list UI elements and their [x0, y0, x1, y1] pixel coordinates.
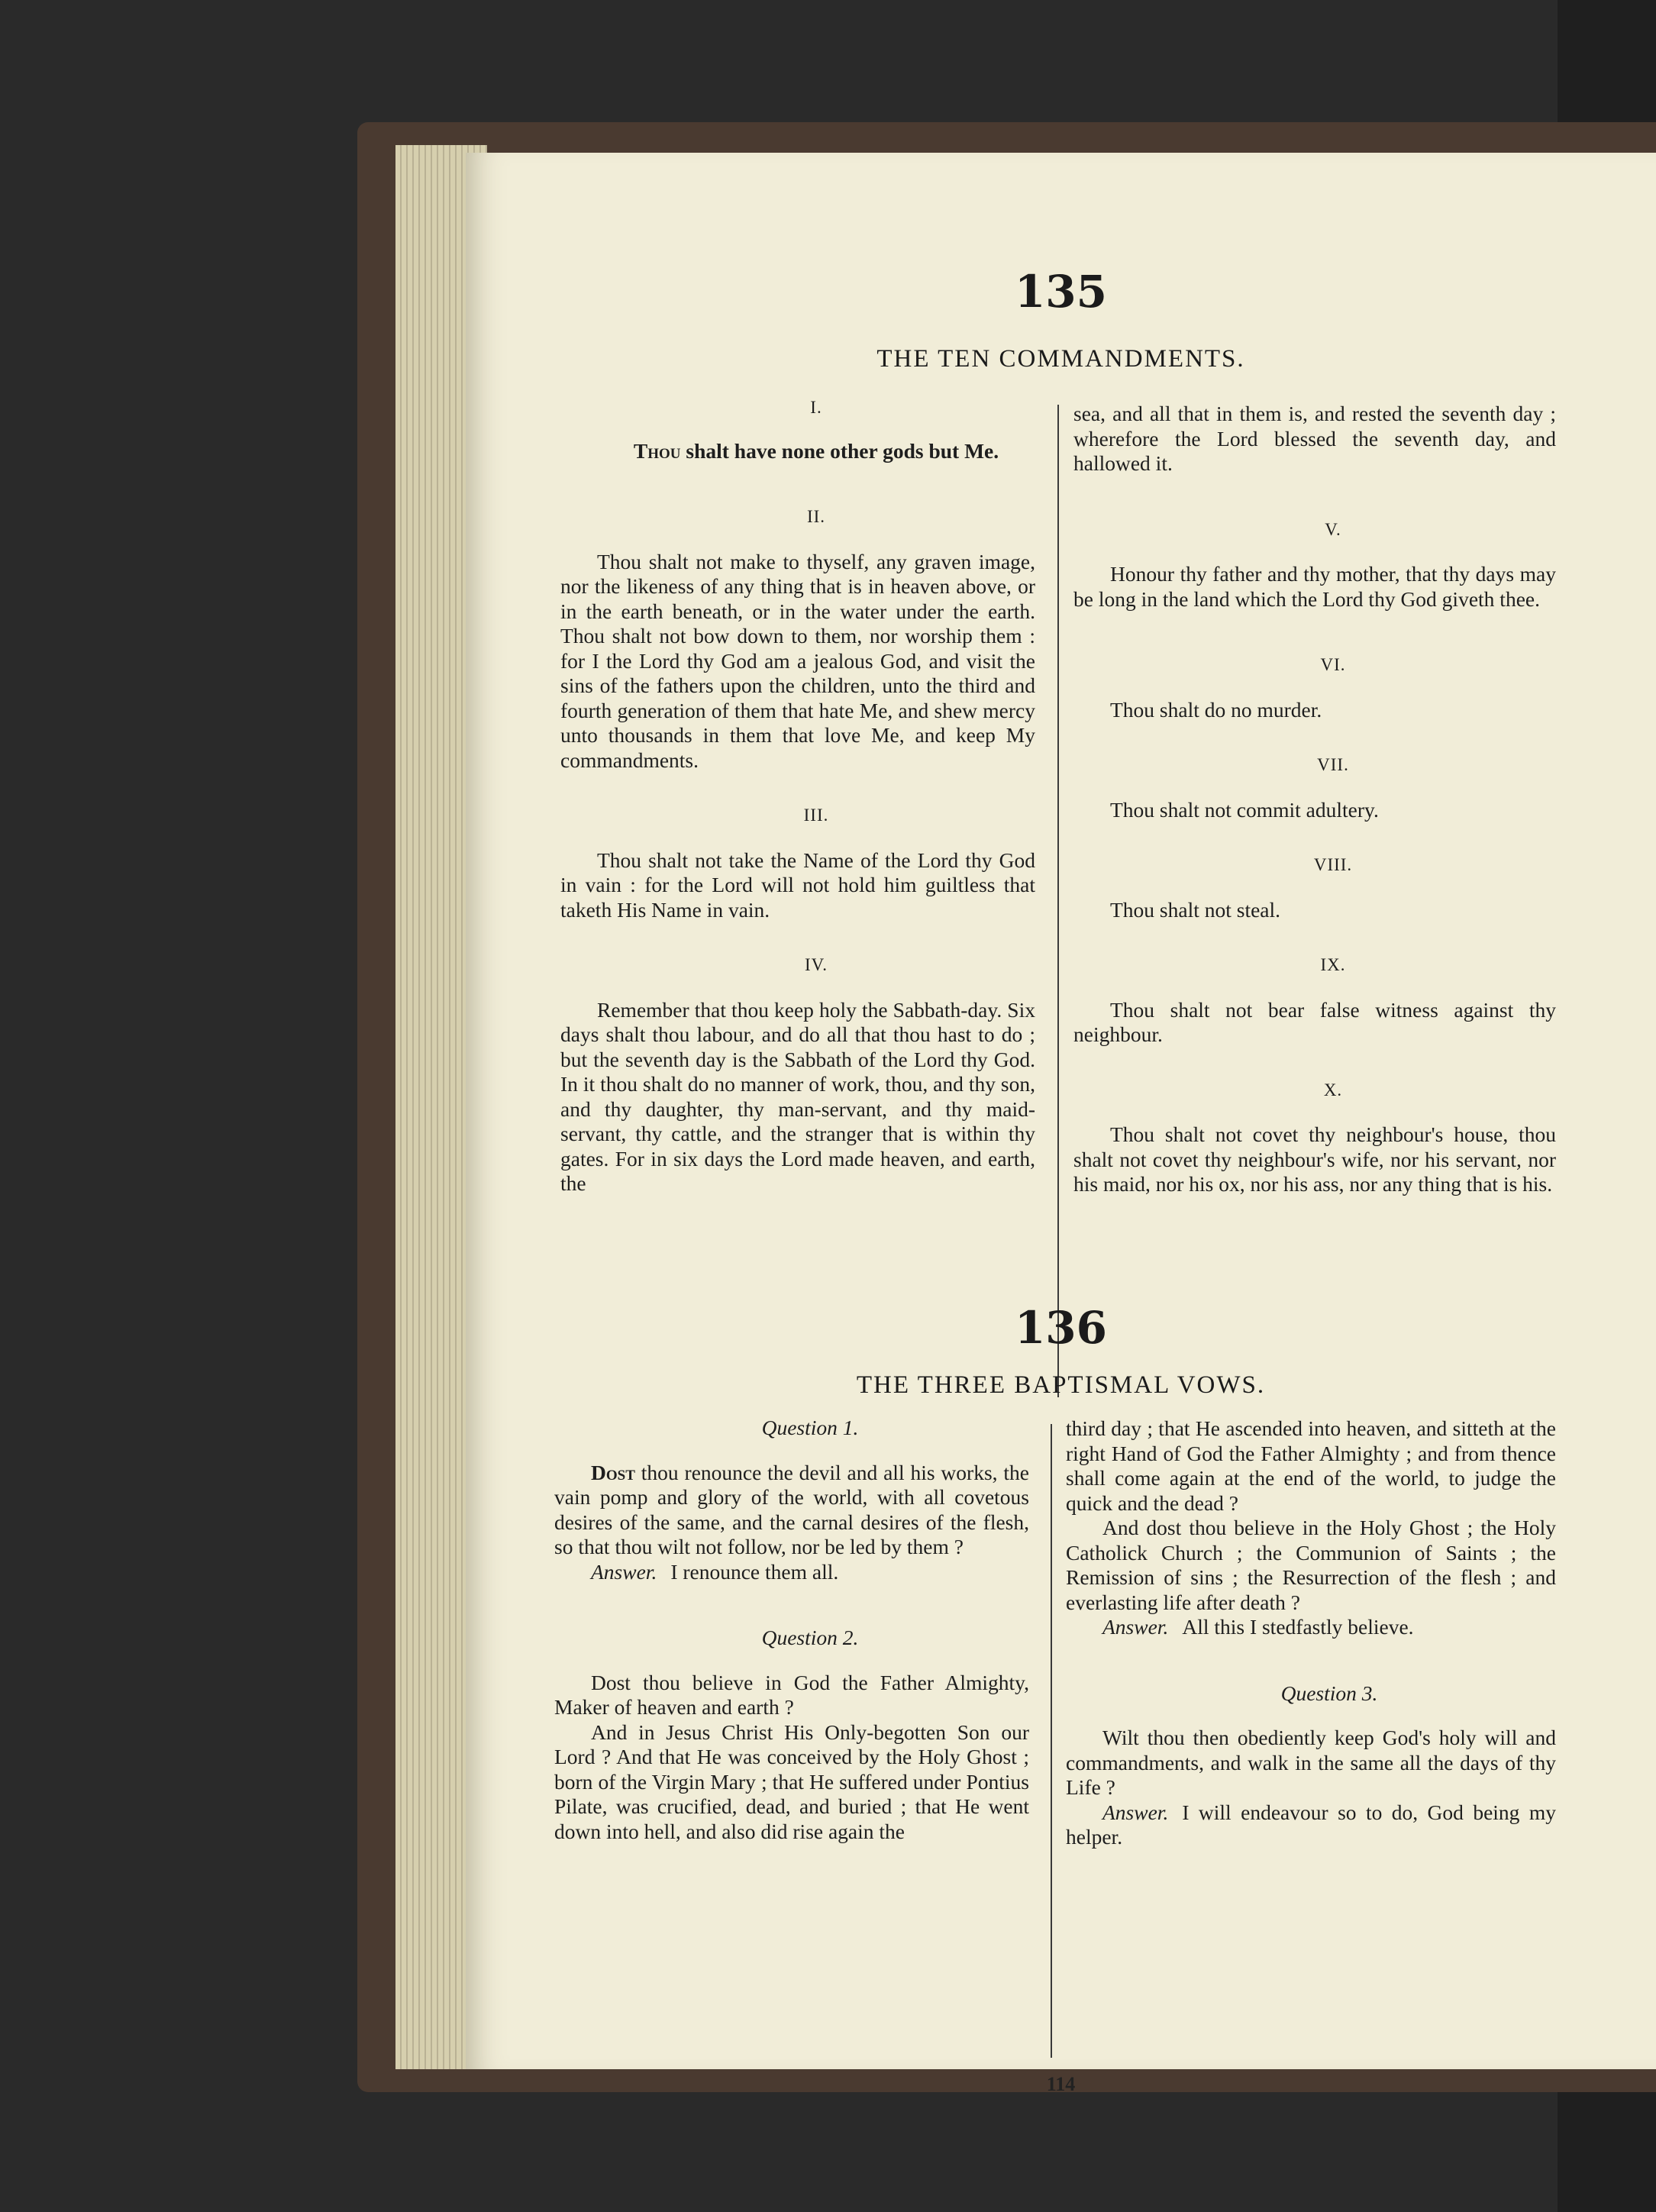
hymn-136-left-column	[554, 1416, 1029, 1844]
question-1-answer: Answer. I renounce them all.	[591, 1559, 839, 1584]
question-3-answer: Answer. I will endeavour so to do, God being my helper.	[1066, 1800, 1556, 1849]
commandment-9-numeral: IX.	[1320, 955, 1346, 974]
commandment-5-numeral: V.	[1325, 519, 1341, 539]
column-rule	[1057, 405, 1059, 1397]
page-number: 114	[1046, 2073, 1076, 2095]
commandment-3-text: Thou shalt not take the Name of the Lord thy God in vain : for the Lord will not hold him guiltless that taketh His Name in vain.	[560, 848, 1035, 922]
question-3-heading: Question 3.	[1280, 1681, 1378, 1705]
commandment-2-text: Thou shalt not make to thyself, any graven image, nor the likeness of any thing that is in heaven above, or in the earth beneath, or in the water under the earth. Thou shalt not bow down to them, nor worship them : for I the Lord thy God am a jealous God, and visit the sins of the fathers upon the children, unto the third and fourth generation of them that hate Me, and shew mercy unto thousands in them that love Me, and keep My commandments.	[560, 549, 1035, 772]
commandment-8-numeral: VIII.	[1313, 855, 1353, 874]
commandment-3-numeral: III.	[803, 806, 829, 825]
question-2-heading: Question 2.	[761, 1626, 859, 1649]
commandment-9-text: Thou shalt not bear false witness against thy neighbour.	[1073, 997, 1556, 1046]
commandment-6-text: Thou shalt do no murder.	[1110, 697, 1322, 722]
hymn-135-right-column	[1073, 402, 1556, 1197]
commandment-1-text: Thou shalt have none other gods but Me.	[633, 438, 999, 463]
commandment-7-numeral: VII.	[1317, 755, 1349, 774]
hymn-136-right-column	[1066, 1416, 1556, 1850]
question-3-text: Wilt thou then obediently keep God's holy will and commandments, and walk in the same all the days of thy Life ?	[1066, 1726, 1556, 1799]
book-page	[466, 153, 1656, 2095]
commandment-7-text: Thou shalt not commit adultery.	[1110, 797, 1379, 822]
commandment-4-numeral: IV.	[804, 955, 828, 974]
hymn-title-135: THE TEN COMMANDMENTS.	[876, 345, 1245, 373]
question-1-heading: Question 1.	[761, 1416, 859, 1439]
hymn-135-left-column	[560, 396, 1035, 1196]
question-2-paragraph-3: And dost thou believe in the Holy Ghost ; the Holy Catholick Church ; the Communion of Saints ; the Remission of sins ; the Resurrection of the flesh ; and everlasting life after death ?	[1066, 1516, 1556, 1614]
commandment-6-numeral: VI.	[1320, 655, 1346, 674]
column-rule	[1051, 1424, 1052, 2058]
question-2-paragraph-2-continued: third day ; that He ascended into heaven, and sitteth at the right Hand of God the Father Almighty ; and from thence shall come again at the end of the world, to judge the quick and the dead ?	[1066, 1416, 1556, 1515]
commandment-8-text: Thou shalt not steal.	[1110, 897, 1281, 922]
commandment-2-numeral: II.	[806, 507, 826, 526]
question-1-text: Dost thou renounce the devil and all his works, the vain pomp and glory of the world, with all covetous desires of the same, and the carnal desires of the flesh, so that thou wilt not follow, nor be led by them ?	[554, 1460, 1029, 1558]
hymn-number-135: 135	[1014, 266, 1108, 318]
commandment-10-numeral: X.	[1323, 1080, 1343, 1100]
question-2-paragraph-2: And in Jesus Christ His Only-begotten Son our Lord ? And that He was conceived by the Holy Ghost ; born of the Virgin Mary ; that He suffered under Pontius Pilate, was crucified, dead, and buried ; that He went down into hell, and also did rise again the	[554, 1720, 1029, 1843]
question-2-answer: Answer. All this I stedfastly believe.	[1102, 1615, 1414, 1639]
commandment-4-continued: sea, and all that in them is, and rested the seventh day ; wherefore the Lord blessed the seventh day, and hallowed it.	[1073, 402, 1556, 475]
hymn-title-136: THE THREE BAPTISMAL VOWS.	[856, 1371, 1266, 1399]
question-2-paragraph-1: Dost thou believe in God the Father Almighty, Maker of heaven and earth ?	[554, 1670, 1029, 1719]
commandment-4-text: Remember that thou keep holy the Sabbath-day. Six days shalt thou labour, and do all that thou hast to do ; but the seventh day is the Sabbath of the Lord thy God. In it thou shalt do no manner of work, thou, and thy son, and thy daughter, thy man-servant, and thy maid-servant, thy cattle, and the stranger that is within thy gates. For in six days the Lord made heaven, and earth, the	[560, 997, 1035, 1195]
commandment-1-numeral: I.	[810, 398, 822, 417]
commandment-5-text: Honour thy father and thy mother, that thy days may be long in the land which the Lord thy God giveth thee.	[1073, 562, 1556, 611]
hymn-number-136: 136	[1014, 1302, 1108, 1354]
commandment-10-text: Thou shalt not covet thy neighbour's house, thou shalt not covet thy neighbour's wife, nor his servant, nor his maid, nor his ox, nor his ass, nor any thing that is his.	[1073, 1122, 1556, 1196]
